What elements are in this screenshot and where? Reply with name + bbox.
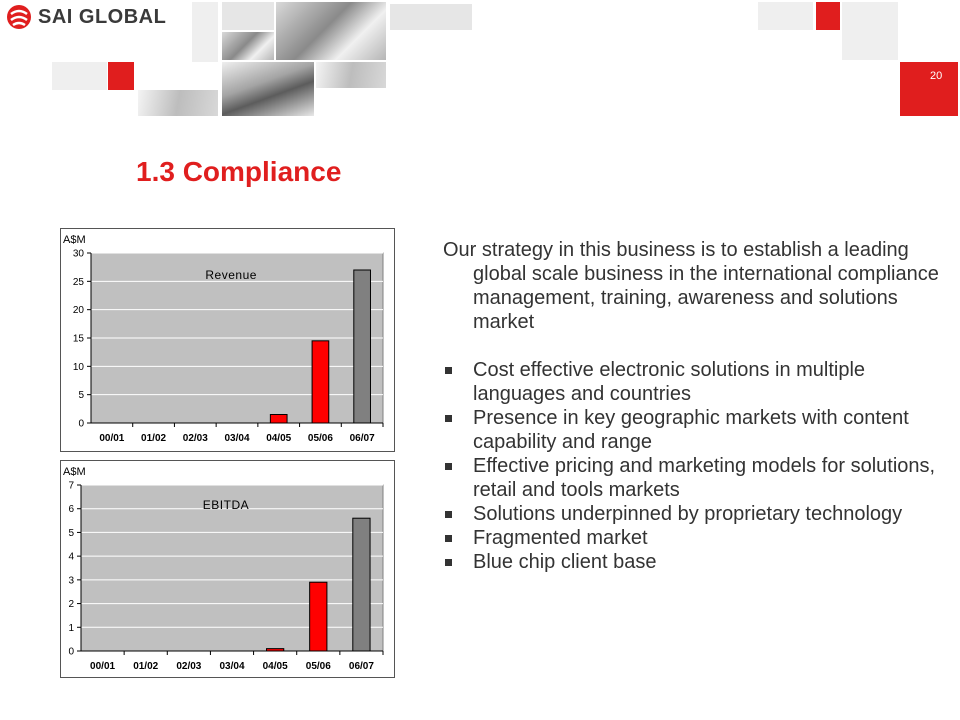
y-tick-label: 2 [68, 599, 74, 611]
x-tick-label: 01/02 [133, 661, 159, 672]
banner-tile-red [108, 62, 134, 90]
header-banner [0, 0, 960, 120]
banner-tile [222, 2, 274, 30]
y-tick-label: 1 [68, 622, 74, 634]
revenue-chart-svg [61, 229, 394, 451]
bar [354, 270, 371, 423]
bullet-text: Fragmented market [473, 527, 648, 549]
y-tick-label: 6 [68, 504, 74, 516]
banner-tile [222, 62, 314, 116]
x-tick-label: 05/06 [307, 433, 333, 444]
page-number: 20 [930, 70, 943, 82]
bullet-text: Effective pricing and marketing models for solutions, retail and tools markets [473, 455, 936, 501]
y-tick-label: 3 [68, 575, 74, 587]
bullet-item [443, 358, 948, 406]
banner-tile [192, 2, 218, 62]
banner-tile [316, 62, 386, 88]
bar [270, 415, 287, 424]
y-tick-label: 15 [72, 333, 84, 345]
bullet-list [443, 358, 948, 574]
x-tick-label: 03/04 [219, 661, 245, 672]
y-tick-label: 5 [68, 527, 74, 539]
y-tick-label: 10 [72, 361, 84, 373]
intro-paragraph: Our strategy in this business is to establish a leading global scale business in the international compliance management, training, awareness and solutions market [443, 239, 939, 333]
x-tick-label: 06/07 [349, 433, 375, 444]
x-tick-label: 06/07 [348, 661, 374, 672]
chart-title: EBITDA [202, 498, 250, 512]
bullet-text: Cost effective electronic solutions in multiple languages and countries [473, 359, 866, 405]
y-unit-label: A$M [63, 466, 86, 478]
y-unit-label: A$M [63, 234, 86, 246]
bar [353, 518, 370, 651]
bullet-item [443, 406, 948, 454]
x-tick-label: 00/01 [99, 433, 125, 444]
x-tick-label: 05/06 [305, 661, 331, 672]
x-tick-label: 02/03 [182, 433, 208, 444]
bullet-item [443, 502, 948, 526]
bullet-text: Solutions underpinned by proprietary technology [473, 503, 903, 525]
ebitda-chart [60, 460, 395, 678]
x-tick-label: 02/03 [176, 661, 202, 672]
banner-tile [52, 62, 107, 90]
banner-tile [138, 90, 218, 116]
bullet-text: Presence in key geographic markets with content capability and range [473, 407, 909, 453]
slide-title: 1.3 Compliance [136, 156, 342, 187]
square-bullet-icon [445, 511, 452, 518]
square-bullet-icon [445, 367, 452, 374]
banner-tile [390, 4, 472, 30]
x-tick-label: 01/02 [141, 433, 167, 444]
square-bullet-icon [445, 463, 452, 470]
banner-tile-red [816, 2, 840, 30]
revenue-chart [60, 228, 395, 452]
bullet-item [443, 526, 948, 550]
y-tick-label: 7 [68, 480, 74, 492]
ebitda-chart-svg [61, 461, 394, 677]
y-tick-label: 0 [78, 418, 84, 430]
banner-tile [842, 2, 898, 60]
x-tick-label: 04/05 [266, 433, 292, 444]
y-tick-label: 20 [72, 305, 84, 317]
banner-tile [222, 32, 274, 60]
bar [267, 649, 284, 651]
bullet-item [443, 550, 948, 574]
x-tick-label: 00/01 [90, 661, 116, 672]
y-tick-label: 0 [68, 646, 74, 658]
bullet-text: Blue chip client base [473, 551, 657, 573]
y-tick-label: 25 [72, 276, 84, 288]
banner-tile [276, 2, 386, 60]
y-tick-label: 4 [68, 551, 74, 563]
banner-tile-red [900, 62, 958, 116]
square-bullet-icon [445, 535, 452, 542]
company-logo [6, 4, 166, 30]
square-bullet-icon [445, 559, 452, 566]
square-bullet-icon [445, 415, 452, 422]
logo-mark-icon [6, 4, 32, 30]
y-tick-label: 30 [72, 248, 84, 260]
bar [312, 341, 329, 423]
bullet-item [443, 454, 948, 502]
logo-text: SAI GLOBAL [38, 5, 167, 28]
y-tick-label: 5 [78, 390, 84, 402]
banner-tile [758, 2, 813, 30]
x-tick-label: 04/05 [262, 661, 288, 672]
chart-title: Revenue [205, 268, 257, 282]
bar [310, 582, 327, 651]
body-text [443, 238, 948, 574]
x-tick-label: 03/04 [224, 433, 250, 444]
